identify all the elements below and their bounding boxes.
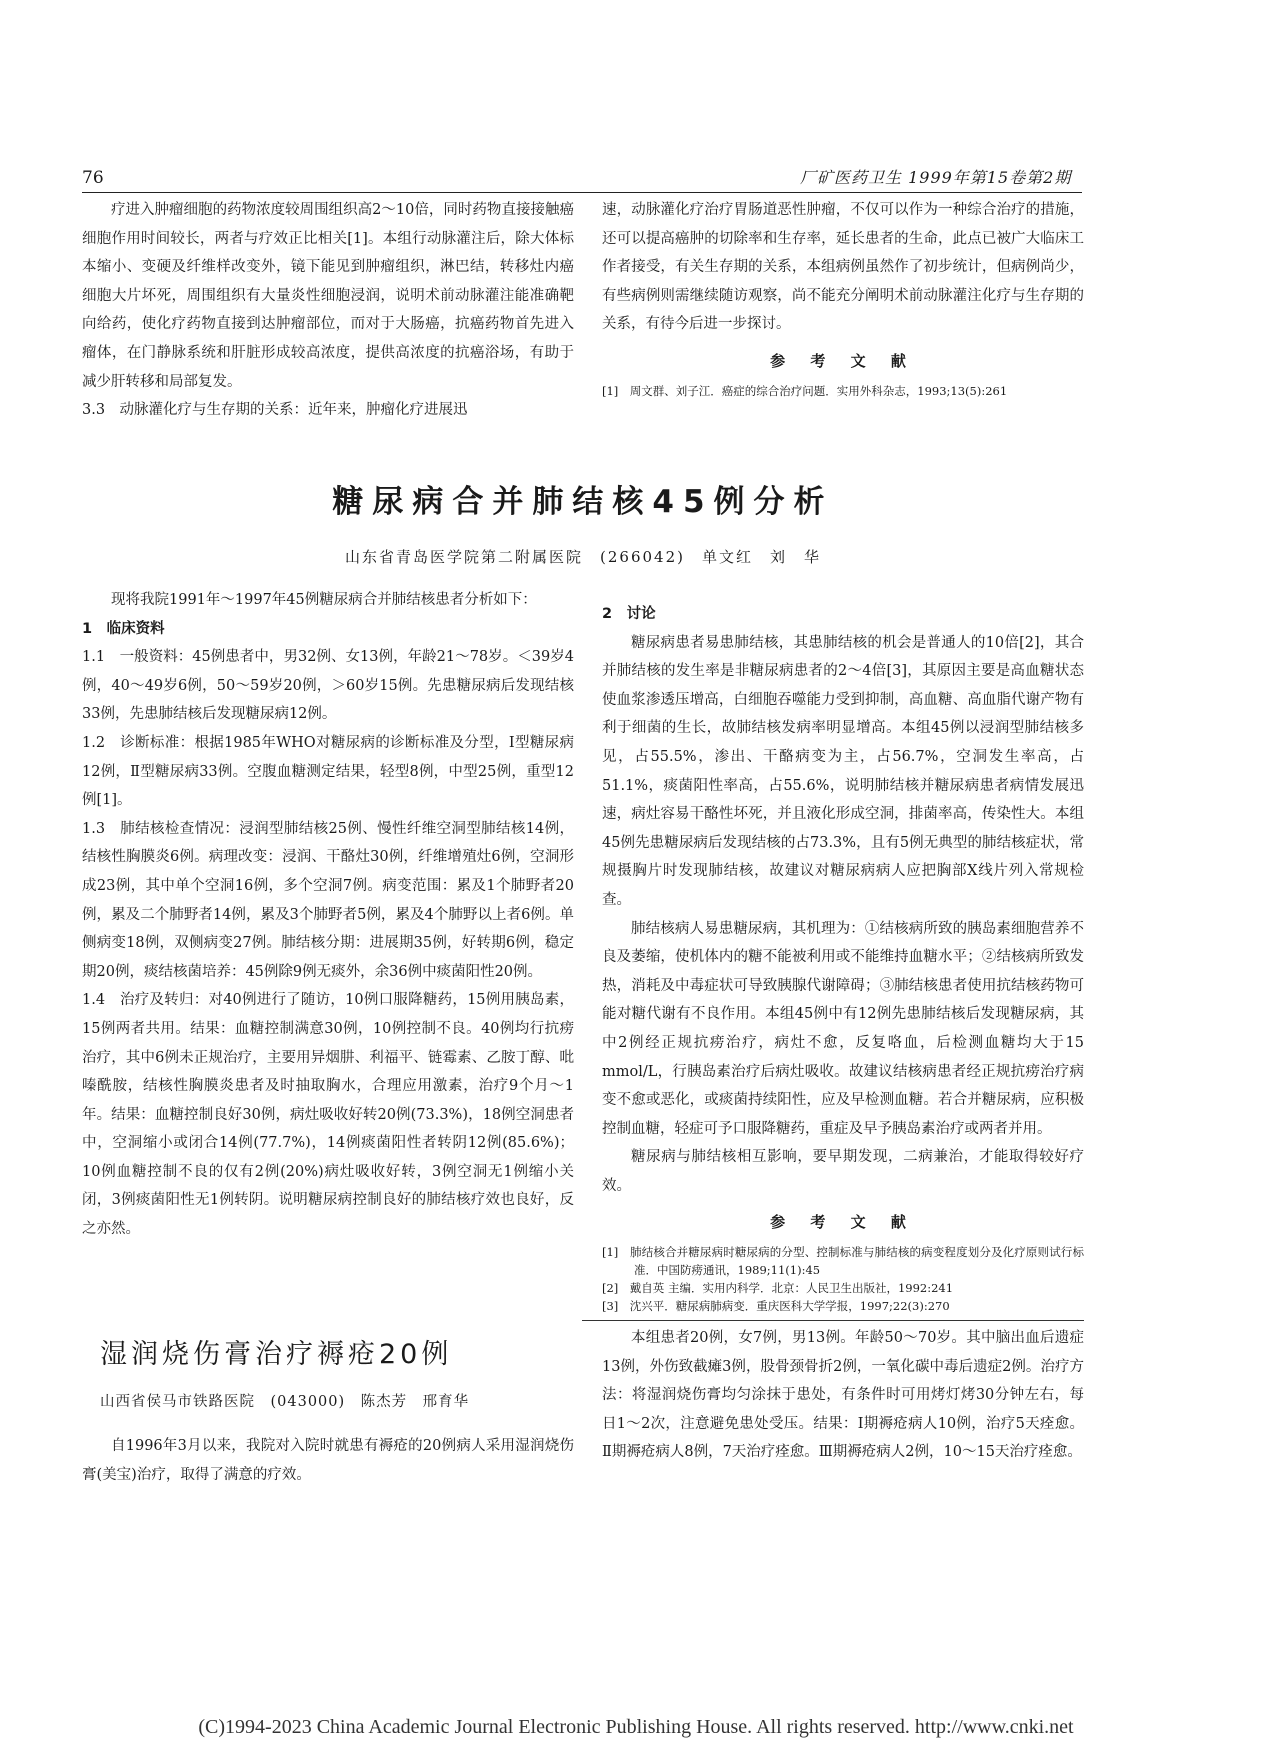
paragraph: 疗进入肿瘤细胞的药物浓度较周围组织高2～10倍，同时药物直接接触癌细胞作用时间较长，两者与疗效正比相关[1]。本组行动脉灌注后，除大体标本缩小、变硬及纤维样改变外，镜下能见到肿瘤组织，淋巴结，转移灶内癌细胞大片坏死，周围组织有大量炎性细胞浸润，说明术前动脉灌注能准确靶向给药，使化疗药物直接到达肿瘤部位，而对于大肠癌，抗癌药物首先进入瘤体，在门静脉系统和肝脏形成较高浓度，提供高浓度的抗癌浴场，有助于减少肝转移和局部复发。 bbox=[82, 202, 574, 390]
references-heading: 参 考 文 献 bbox=[770, 1213, 916, 1232]
article-affiliation: 山东省青岛医学院第二附属医院 (266042) 单文红 刘 华 bbox=[345, 548, 821, 566]
article2-left-column bbox=[82, 1432, 574, 1489]
paragraph: 1.1 一般资料：45例患者中，男32例、女13例，年龄21～78岁。＜39岁4例，40～49岁6例，50～59岁20例，＞60岁15例。先患糖尿病后发现结核33例，先患肺结核后发现糖尿病12例。 bbox=[82, 649, 574, 723]
article1-right-column bbox=[602, 600, 1084, 1315]
copyright-footer: (C)1994-2023 China Academic Journal Electronic Publishing House. All rights reserved. http://www.cnki.net bbox=[198, 1716, 1074, 1738]
top-left-column bbox=[82, 196, 574, 425]
page-number: 76 bbox=[82, 168, 104, 188]
article1-left-column bbox=[82, 586, 574, 1244]
journal-header: 厂矿医药卫生 1999年第15卷第2期 bbox=[800, 168, 1072, 187]
section-heading: 1 临床资料 bbox=[82, 620, 165, 637]
paragraph: 本组患者20例，女7例，男13例。年龄50～70岁。其中脑出血后遗症13例，外伤致截瘫3例，股骨颈骨折2例，一氧化碳中毒后遗症2例。治疗方法：将湿润烧伤膏均匀涂抹于患处，有条件时可用烤灯烤30分钟左右，每日1～2次，注意避免患处受压。结果：Ⅰ期褥疮病人10例，治疗5天痊愈。Ⅱ期褥疮病人8例，7天治疗痊愈。Ⅲ期褥疮病人2例，10～15天治疗痊愈。 bbox=[602, 1330, 1084, 1461]
paragraph: 糖尿病患者易患肺结核，其患肺结核的机会是普通人的10倍[2]，其合并肺结核的发生率是非糖尿病患者的2～4倍[3]，其原因主要是高血糖状态使血浆渗透压增高，白细胞吞噬能力受到抑制，高血糖、高血脂代谢产物有利于细菌的生长，故肺结核发病率明显增高。本组45例以浸润型肺结核多见，占55.5%，渗出、干酪病变为主，占56.7%，空洞发生率高，占51.1%，痰菌阳性率高，占55.6%，说明肺结核并糖尿病患者病情发展迅速，病灶容易干酪性坏死，并且液化形成空洞，排菌率高，传染性大。本组45例先患糖尿病后发现结核的占73.3%，且有5例无典型的肺结核症状，常规摄胸片时发现肺结核，故建议对糖尿病病人应把胸部X线片列入常规检查。 bbox=[602, 634, 1084, 908]
section-3-3-start: 3.3 动脉灌化疗与生存期的关系：近年来，肿瘤化疗进展迅 bbox=[82, 402, 468, 419]
paragraph: 1.3 肺结核检查情况：浸润型肺结核25例、慢性纤维空洞型肺结核14例，结核性胸膜炎6例。病理改变：浸润、干酪灶30例，纤维增殖灶6例，空洞形成23例，其中单个空洞16例，多个空洞7例。病变范围：累及1个肺野者20例，累及二个肺野者14例，累及3个肺野者5例，累及4个肺野以上者6例。单侧病变18例，双侧病变27例。肺结核分期：进展期35例，好转期6例，稳定期20例，痰结核菌培养：45例除9例无痰外，余36例中痰菌阳性20例。 bbox=[82, 820, 574, 980]
article2-affiliation: 山西省侯马市铁路医院 (043000) 陈杰芳 邢育华 bbox=[100, 1394, 470, 1410]
paragraph: 糖尿病与肺结核相互影响，要早期发现，二病兼治，才能取得较好疗效。 bbox=[602, 1149, 1084, 1194]
paragraph: 1.2 诊断标准：根据1985年WHO对糖尿病的诊断标准及分型，Ⅰ型糖尿病12例，Ⅱ型糖尿病33例。空腹血糖测定结果，轻型8例，中型25例，重型12例[1]。 bbox=[82, 734, 574, 809]
article2-right-column bbox=[602, 1324, 1084, 1467]
reference-item: [1] 周文群、刘子江．癌症的综合治疗问题．实用外科杂志，1993;13(5):261 bbox=[602, 383, 1008, 398]
paragraph: 自1996年3月以来，我院对入院时就患有褥疮的20例病人采用湿润烧伤膏(美宝)治疗，取得了满意的疗效。 bbox=[82, 1438, 574, 1483]
article-title: 糖尿病合并肺结核45例分析 bbox=[332, 484, 834, 520]
references-heading: 参 考 文 献 bbox=[770, 351, 916, 370]
reference-item: [3] 沈兴平．糖尿病肺病变．重庆医科大学学报，1997;22(3):270 bbox=[602, 1299, 950, 1314]
header-rule bbox=[82, 192, 1082, 193]
paragraph: 1.4 治疗及转归：对40例进行了随访，10例口服降糖药，15例用胰岛素，15例两者共用。结果：血糖控制满意30例，10例控制不良。40例均行抗痨治疗，其中6例未正规治疗，主要用异烟肼、利福平、链霉素、乙胺丁醇、吡嗪酰胺，结核性胸膜炎患者及时抽取胸水，合理应用激素，治疗9个月～1年。结果：血糖控制良好30例，病灶吸收好转20例(73.3%)，18例空洞患者中，空洞缩小或闭合14例(77.7%)，14例痰菌阳性者转阴12例(85.6%)；10例血糖控制不良的仅有2例(20%)病灶吸收好转，3例空洞无1例缩小关闭，3例痰菌阳性无1例转阴。说明糖尿病控制良好的肺结核疗效也良好，反之亦然。 bbox=[82, 992, 574, 1238]
paragraph: 速，动脉灌化疗治疗胃肠道恶性肿瘤，不仅可以作为一种综合治疗的措施，还可以提高癌肿的切除率和生存率，延长患者的生命，此点已被广大临床工作者接受，有关生存期的关系，本组病例虽然作了初步统计，但病例尚少，有些病例则需继续随访观察，尚不能充分阐明术前动脉灌注化疗与生存期的关系，有待今后进一步探讨。 bbox=[602, 202, 1084, 333]
section-divider bbox=[582, 1320, 1084, 1321]
reference-item: [1] 肺结核合并糖尿病时糖尿病的分型、控制标准与肺结核的病变程度划分及化疗原则试行标准．中国防痨通讯，1989;11(1):45 bbox=[602, 1245, 1084, 1278]
paragraph: 现将我院1991年～1997年45例糖尿病合并肺结核患者分析如下： bbox=[111, 592, 537, 608]
top-right-column bbox=[602, 196, 1084, 400]
reference-item: [2] 戴自英 主编．实用内科学．北京：人民卫生出版社，1992:241 bbox=[602, 1281, 954, 1296]
article2-title: 湿润烧伤膏治疗褥疮20例 bbox=[100, 1339, 453, 1370]
section-heading: 2 讨论 bbox=[602, 606, 656, 622]
paragraph: 肺结核病人易患糖尿病，其机理为：①结核病所致的胰岛素细胞营养不良及萎缩，使机体内的糖不能被利用或不能维持血糖水平；②结核病所致发热，消耗及中毒症状可导致胰腺代谢障碍；③肺结核患者使用抗结核药物可能对糖代谢有不良作用。本组45例中有12例先患肺结核后发现糖尿病，其中2例经正规抗痨治疗，病灶不愈，反复咯血，后检测血糖均大于15 mmol/L，行胰岛素治疗后病灶吸收。故建议结核病患者经正规抗痨治疗病变不愈或恶化，或痰菌持续阳性，应及早检测血糖。若合并糖尿病，应积极控制血糖，轻症可予口服降糖药，重症及早予胰岛素治疗或两者并用。 bbox=[602, 920, 1084, 1137]
